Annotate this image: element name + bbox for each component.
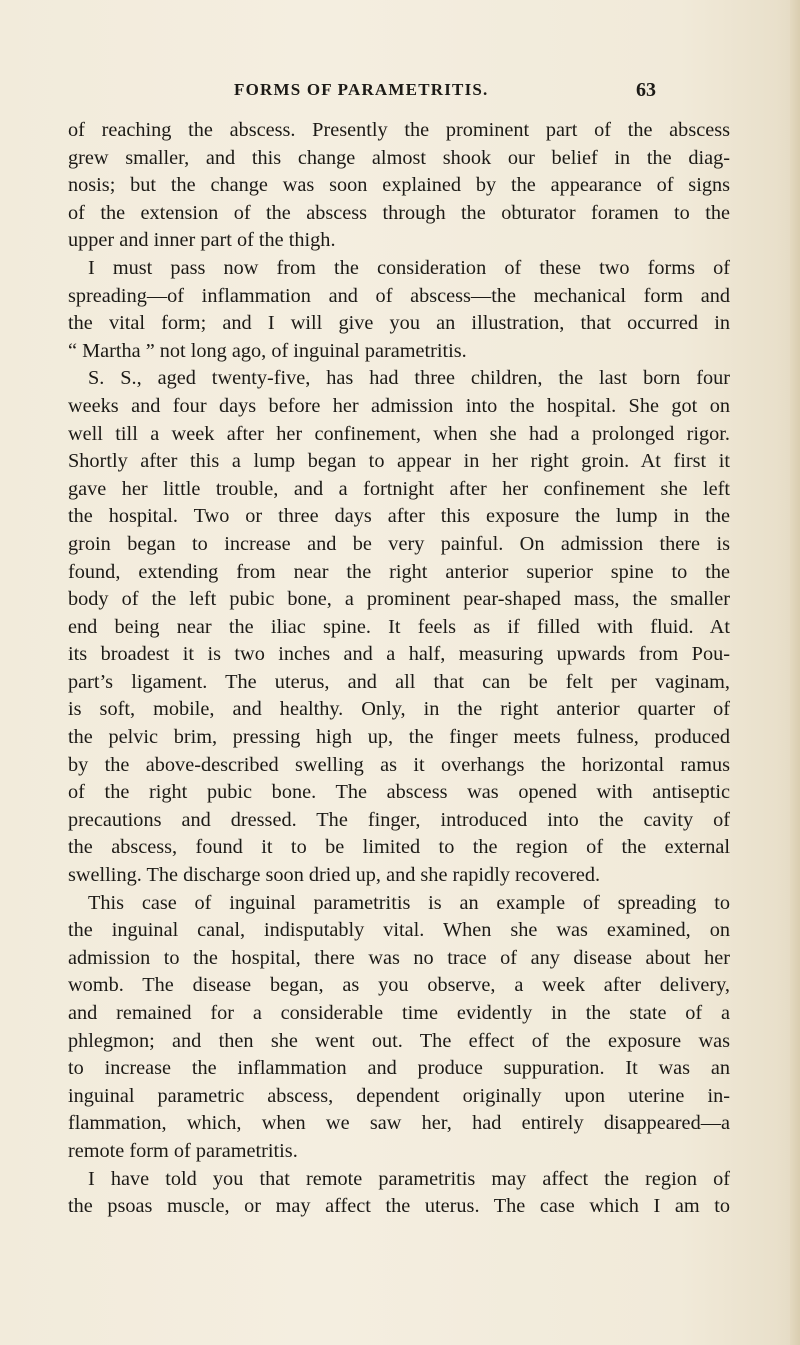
text-line: to increase the inflammation and produce suppuration. It was an [68, 1057, 730, 1080]
text-line: upper and inner part of the thigh. [68, 229, 336, 252]
text-line: of the extension of the abscess through the obturator foramen to the [68, 201, 730, 224]
text-line: found, extending from near the right anterior superior spine to the [68, 560, 730, 583]
text-line: womb. The disease began, as you observe, a week after delivery, [68, 974, 730, 997]
text-line: Shortly after this a lump began to appear in her right groin. At first it [68, 450, 730, 473]
text-line: phlegmon; and then she went out. The effect of the exposure was [68, 1029, 730, 1052]
text-line: well till a week after her confinement, when she had a prolonged rigor. [68, 422, 730, 445]
text-line: “ Martha ” not long ago, of inguinal parametritis. [68, 339, 467, 362]
text-line: body of the left pubic bone, a prominent pear-shaped mass, the smaller [68, 588, 730, 611]
text-line: precautions and dressed. The finger, introduced into the cavity of [68, 808, 730, 831]
text-line: of the right pubic bone. The abscess was opened with antiseptic [68, 781, 730, 804]
text-line: This case of inguinal parametritis is an example of spreading to [88, 891, 730, 914]
text-line: the hospital. Two or three days after this exposure the lump in the [68, 505, 730, 528]
text-line: I have told you that remote parametritis may affect the region of [88, 1167, 730, 1190]
text-line: the psoas muscle, or may affect the uterus. The case which I am to [68, 1195, 730, 1218]
text-line: the pelvic brim, pressing high up, the finger meets fulness, produced [68, 726, 730, 749]
text-line: S. S., aged twenty-five, has had three children, the last born four [88, 367, 730, 390]
running-head [234, 80, 654, 104]
text-line: of reaching the abscess. Presently the prominent part of the abscess [68, 119, 730, 141]
text-line: the abscess, found it to be limited to the region of the external [68, 836, 730, 859]
text-line: flammation, which, when we saw her, had entirely disappeared—a [68, 1112, 730, 1135]
text-line: by the above-described swelling as it overhangs the horizontal ramus [68, 753, 730, 776]
text-line: remote form of parametritis. [68, 1139, 298, 1162]
text-line: part’s ligament. The uterus, and all that can be felt per vaginam, [68, 670, 730, 693]
text-line: nosis; but the change was soon explained by the appearance of signs [68, 174, 730, 197]
text-line: grew smaller, and this change almost shook our belief in the diag- [68, 146, 730, 169]
text-line: gave her little trouble, and a fortnight after her confinement she left [68, 477, 730, 500]
page-edge-shadow [790, 0, 800, 1345]
text-line: and remained for a considerable time evidently in the state of a [68, 1002, 730, 1024]
text-line: inguinal parametric abscess, dependent originally upon uterine in- [68, 1084, 730, 1107]
body-text [68, 117, 730, 1221]
text-line: spreading—of inflammation and of abscess—the mechanical form and [68, 284, 730, 307]
text-line: weeks and four days before her admission into the hospital. She got on [68, 394, 730, 417]
text-line: the vital form; and I will give you an illustration, that occurred in [68, 312, 730, 335]
text-line: is soft, mobile, and healthy. Only, in the right anterior quarter of [68, 698, 730, 721]
text-line: its broadest it is two inches and a half, measuring upwards from Pou- [68, 643, 730, 666]
text-line: admission to the hospital, there was no trace of any disease about her [68, 946, 730, 969]
page-number: 63 [636, 79, 656, 101]
text-line: swelling. The discharge soon dried up, and she rapidly recovered. [68, 864, 601, 887]
text-line: groin began to increase and be very painful. On admission there is [68, 532, 730, 555]
text-line: the inguinal canal, indisputably vital. When she was examined, on [68, 919, 730, 942]
text-line: end being near the iliac spine. It feels as if filled with fluid. At [68, 615, 730, 638]
running-head-title: FORMS OF PARAMETRITIS. [234, 80, 489, 99]
text-line: I must pass now from the consideration of these two forms of [88, 256, 730, 279]
